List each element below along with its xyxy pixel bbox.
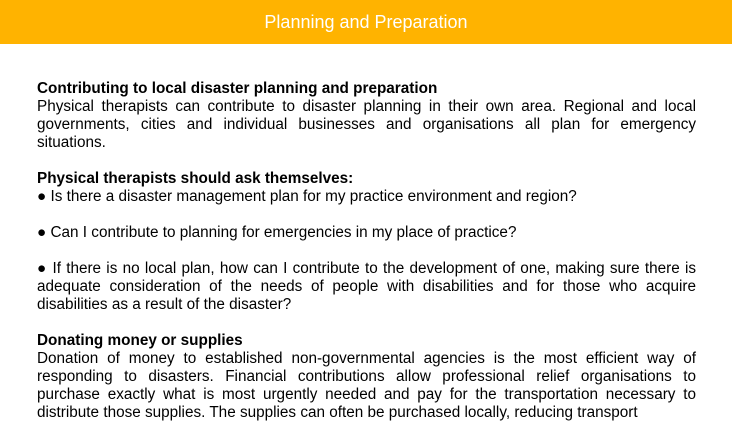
section-heading-donating: Donating money or supplies bbox=[37, 332, 243, 349]
page-title: Planning and Preparation bbox=[264, 12, 468, 32]
section-heading-local-planning: Contributing to local disaster planning and preparation bbox=[37, 80, 438, 97]
spacer bbox=[37, 206, 696, 224]
bullet-item: ● Is there a disaster management plan for my practice environment and region? bbox=[37, 188, 577, 205]
page-header bbox=[0, 0, 732, 44]
bullet-item: ● Can I contribute to planning for emergencies in my place of practice? bbox=[37, 224, 517, 241]
spacer bbox=[37, 314, 696, 332]
spacer bbox=[37, 152, 696, 170]
section-heading-questions: Physical therapists should ask themselves: bbox=[37, 170, 354, 187]
bullet-item: ● If there is no local plan, how can I contribute to the development of one, making sure there is adequate consideration of the needs of people with disabilities and for those who acquire disabilities as a result of the disaster? bbox=[37, 260, 696, 313]
section-body-local-planning: Physical therapists can contribute to disaster planning in their own area. Regional and local governments, cities and individual businesses and organisations all plan for emergency situations. bbox=[37, 98, 696, 151]
spacer bbox=[37, 242, 696, 260]
document-body bbox=[37, 80, 696, 422]
section-body-donating: Donation of money to established non-governmental agencies is the most efficient way of responding to disasters. Financial contributions allow professional relief organisations to purchase exactly what is most urgently needed and pay for the transportation necessary to distribute those supplies. The supplies can often be purchased locally, reducing transport bbox=[37, 350, 696, 421]
